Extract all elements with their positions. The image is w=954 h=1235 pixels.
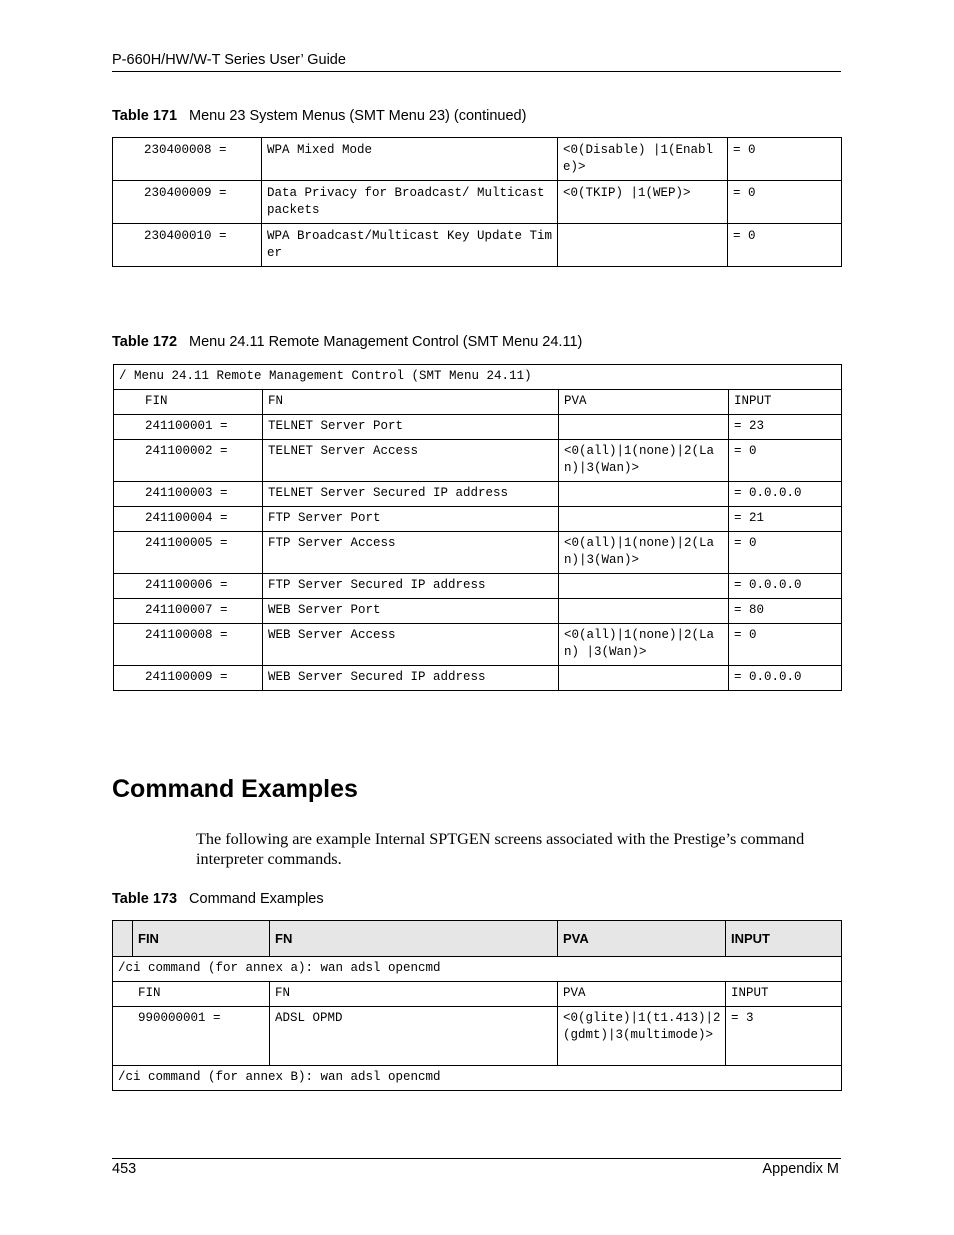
column-label-pva: PVA [558,982,726,1007]
footer-rule [112,1158,841,1159]
page-number: 453 [112,1161,137,1177]
table-row [113,224,842,267]
pva-cell: <0(all)|1(none)|2(Lan) |3(Wan)> [559,624,729,666]
input-cell: = 0 [729,532,842,574]
pva-cell [559,507,729,532]
pva-cell [559,599,729,624]
table-row [114,440,842,482]
input-cell: = 0.0.0.0 [729,482,842,507]
fn-cell: WPA Broadcast/Multicast Key Update Timer [262,224,558,267]
fn-cell: FTP Server Secured IP address [263,574,559,599]
input-cell: = 0 [729,440,842,482]
table-row [113,138,842,181]
annex-b-row [113,1066,842,1091]
column-label-fn: FN [270,982,558,1007]
table-172-title: Menu 24.11 Remote Management Control (SMT Menu 24.11) [189,334,583,350]
table-171-label: Table 171 [112,108,178,124]
column-header-row [114,390,842,415]
fn-cell: TELNET Server Port [263,415,559,440]
header-fin: FIN [133,921,270,957]
input-cell: = 0 [729,624,842,666]
fin-cell: 230400008 = [113,138,262,181]
input-cell: = 3 [726,1007,842,1066]
table-row [114,507,842,532]
fin-cell: 241100003 = [114,482,263,507]
pva-cell: <0(TKIP) |1(WEP)> [558,181,728,224]
fn-cell: Data Privacy for Broadcast/ Multicast packets [262,181,558,224]
input-cell: = 21 [729,507,842,532]
column-label-input: INPUT [726,982,842,1007]
table-row [114,574,842,599]
fn-cell: WEB Server Access [263,624,559,666]
table-173 [112,920,842,1091]
input-cell: = 0 [728,181,842,224]
pva-cell [559,482,729,507]
pva-cell: <0(all)|1(none)|2(Lan)|3(Wan)> [559,440,729,482]
running-header-title: P-660H/HW/W-T Series User’ Guide [112,52,346,68]
pva-cell: <0(glite)|1(t1.413)|2(gdmt)|3(multimode)> [558,1007,726,1066]
table-172-label: Table 172 [112,334,178,350]
table-171-title: Menu 23 System Menus (SMT Menu 23) (continued) [189,108,527,124]
input-cell: = 0.0.0.0 [729,574,842,599]
table-173-label: Table 173 [112,891,178,907]
column-header-input: INPUT [729,390,842,415]
input-cell: = 23 [729,415,842,440]
table-row [114,482,842,507]
fin-cell: 241100001 = [114,415,263,440]
pva-cell: <0(all)|1(none)|2(Lan)|3(Wan)> [559,532,729,574]
column-header-fn: FN [263,390,559,415]
fin-cell: 241100008 = [114,624,263,666]
table-title-row [114,365,842,390]
fn-cell: FTP Server Port [263,507,559,532]
table-row [113,181,842,224]
pva-cell [559,415,729,440]
header-fn: FN [270,921,558,957]
input-cell: = 0 [728,224,842,267]
fin-cell: 241100009 = [114,666,263,691]
section-heading: Command Examples [112,775,358,803]
column-label-row [113,982,842,1007]
input-cell: = 0.0.0.0 [729,666,842,691]
table-173-caption [112,891,324,907]
pva-cell: <0(Disable) |1(Enable)> [558,138,728,181]
table-row [114,599,842,624]
annex-a-command: /ci command (for annex a): wan adsl opencmd [113,957,842,982]
input-cell: = 80 [729,599,842,624]
input-cell: = 0 [728,138,842,181]
fn-cell: FTP Server Access [263,532,559,574]
table-header-row [113,921,842,957]
menu-title-cell: / Menu 24.11 Remote Management Control (SMT Menu 24.11) [114,365,842,390]
annex-b-command: /ci command (for annex B): wan adsl opencmd [113,1066,842,1091]
table-row [114,624,842,666]
column-header-pva: PVA [559,390,729,415]
column-header-fin: FIN [114,390,263,415]
fn-cell: ADSL OPMD [270,1007,558,1066]
fin-cell: 241100006 = [114,574,263,599]
fin-cell: 241100005 = [114,532,263,574]
fn-cell: WEB Server Port [263,599,559,624]
fin-cell: 990000001 = [113,1007,270,1066]
header-pva: PVA [558,921,726,957]
table-row [114,666,842,691]
header-rule [112,71,841,72]
table-row [114,532,842,574]
table-172-caption [112,334,582,350]
column-label-fin: FIN [113,982,270,1007]
pva-cell [558,224,728,267]
table-row [114,415,842,440]
pva-cell [559,666,729,691]
fn-cell: WEB Server Secured IP address [263,666,559,691]
table-171 [112,137,842,267]
table-173-title: Command Examples [189,891,324,907]
fn-cell: TELNET Server Access [263,440,559,482]
section-body-text: The following are example Internal SPTGEN screens associated with the Prestige’s command interpreter commands. [196,830,805,868]
footer-section-name: Appendix M [762,1161,839,1177]
fin-cell: 241100004 = [114,507,263,532]
fn-cell: WPA Mixed Mode [262,138,558,181]
table-172 [113,364,842,691]
header-spacer-cell [113,921,133,957]
fin-cell: 241100007 = [114,599,263,624]
annex-a-row [113,957,842,982]
fin-cell: 241100002 = [114,440,263,482]
pva-cell [559,574,729,599]
table-171-caption [112,108,526,124]
fn-cell: TELNET Server Secured IP address [263,482,559,507]
table-row [113,1007,842,1066]
fin-cell: 230400009 = [113,181,262,224]
header-input: INPUT [726,921,842,957]
fin-cell: 230400010 = [113,224,262,267]
